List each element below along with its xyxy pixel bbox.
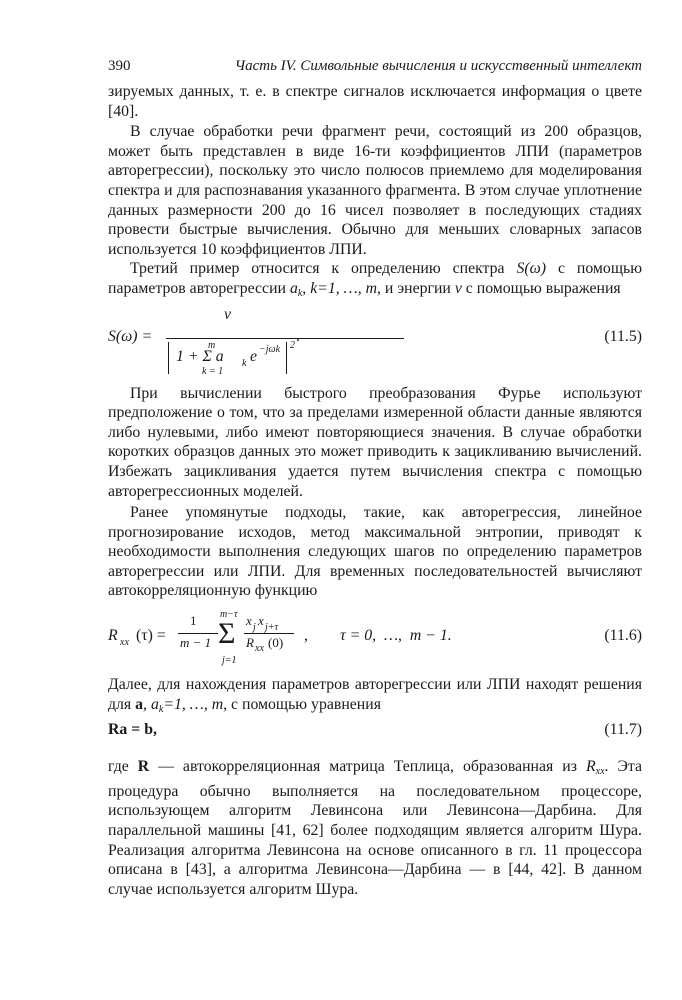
eq2-sum-top: m−τ bbox=[220, 609, 238, 621]
eq2-den-sub: xx bbox=[255, 643, 264, 655]
equation-11-6 bbox=[108, 605, 642, 675]
p7-text-c: . Эта процедура обычно выполняется на последовательном процессоре, использующем алгоритм Левинсона или Левинсона—Дарбина. Для параллельной машины [41, 62] более подходящим является алгоритм Шура. Реализация алгоритма Левинсона на основе описанного в гл. 11 процессора описана в [43], а алгоритма Левинсона—Дарбина — в [44, 42]. В данном случае используется алгоритм Шура. bbox=[108, 758, 642, 898]
eq1-sum-bottom: k = 1 bbox=[202, 365, 224, 377]
math-v: v bbox=[454, 279, 462, 297]
eq3-text: Ra = b, bbox=[108, 721, 157, 739]
eq1-abs-left bbox=[168, 342, 169, 374]
eq2-coef-num: 1 bbox=[190, 613, 197, 629]
paragraph-3 bbox=[108, 259, 642, 303]
math-ak-range: a bbox=[150, 695, 159, 713]
eq2-den: R bbox=[246, 635, 254, 651]
p6-text-a: Далее, для нахождения параметров авторегрессии или ЛПИ находят решения для bbox=[108, 676, 642, 713]
eq2-lhs-sub: xx bbox=[120, 637, 129, 649]
eq1-abs-right bbox=[286, 342, 287, 374]
eq1-tail: . bbox=[296, 327, 300, 345]
eq2-coef-den: m − 1 bbox=[180, 635, 212, 651]
math-ak-range-rest: =1, …, m bbox=[163, 695, 224, 713]
eq2-number: (11.6) bbox=[604, 627, 642, 645]
eq1-lhs: S(ω) = bbox=[108, 327, 153, 345]
p3-text-d: , и энергии bbox=[377, 279, 455, 297]
math-bold-R: R bbox=[137, 758, 150, 776]
eq2-main-line bbox=[244, 633, 294, 634]
eq1-sum-top: m bbox=[208, 339, 216, 351]
p6-text-c: , с помощью уравнения bbox=[223, 695, 381, 713]
eq2-comma: , bbox=[304, 627, 308, 645]
paragraph-5: Ранее упомянутые подходы, такие, как авторегрессия, линейное прогнозирование исходов, метод максимальной энтропии, приводят к необходимости выполнения следующих шагов по определению параметров авторегрессии или ЛПИ. Для временных последовательностей вычисляют автокорреляционную функцию bbox=[108, 504, 642, 600]
eq2-num-sub1: j bbox=[253, 622, 256, 634]
eq2-condition: τ = 0, …, m − 1. bbox=[340, 627, 452, 645]
math-a-k: a bbox=[289, 279, 298, 297]
equation-11-7 bbox=[108, 719, 642, 751]
paragraph-2: В случае обработки речи фрагмент речи, состоящий из 200 образцов, может быть представлен в виде 16-ти коэффициентов ЛПИ (параметров авторегрессии), поскольку это число полюсов приемлемо для моделирования спектра и для распознавания указанного фрагмента. В этом случае уплотнение данных размерности 200 до 16 чисел позволяет в последующих стадиях провести быстрые вычисления. Обычно для меньших словарных запасов используется 10 коэффициентов ЛПИ. bbox=[108, 123, 642, 258]
p3-text-e: с помощью выражения bbox=[461, 279, 621, 297]
p6-text-b: , bbox=[143, 695, 151, 713]
eq1-term-sub: k bbox=[242, 357, 247, 369]
math-ak-range-sub: k bbox=[158, 703, 164, 715]
p3-text-c: , bbox=[302, 279, 311, 297]
paragraph-7 bbox=[108, 757, 642, 899]
eq2-coef-line bbox=[178, 633, 218, 634]
eq1-term-exp: e bbox=[250, 347, 258, 365]
p3-text-a: Третий пример относится к определению спектра bbox=[130, 260, 517, 278]
eq1-term-sup: −jωk bbox=[259, 343, 281, 355]
paragraph-6 bbox=[108, 675, 642, 719]
eq2-num-x1: x bbox=[246, 613, 252, 629]
eq1-power: 2 bbox=[290, 339, 295, 351]
page-number: 390 bbox=[108, 58, 131, 74]
eq1-denominator: 1 + Σ a bbox=[176, 347, 224, 365]
math-k-range: k=1, …, m bbox=[310, 279, 378, 297]
eq2-sum-bottom: j=1 bbox=[222, 655, 237, 667]
running-title: Часть IV. Символьные вычисления и искусственный интеллект bbox=[234, 58, 642, 74]
eq2-num-sub2: j+τ bbox=[265, 622, 279, 634]
math-a-k-sub: k bbox=[297, 287, 303, 299]
eq2-sigma: Σ bbox=[218, 617, 236, 651]
eq2-den-arg: (0) bbox=[268, 635, 284, 651]
math-R-xx: R bbox=[585, 758, 596, 776]
eq1-numerator: v bbox=[224, 305, 232, 323]
p7-text-a: где bbox=[108, 758, 138, 776]
paragraph-4: При вычислении быстрого преобразования Фурье используют предположение о том, что за пределами измеренной области данные являются либо нулевыми, либо имеют повторяющиеся значения. В случае обработки коротких образцов данных это может приводить к зацикливанию вычислений. Избежать зацикливания удается путем вычисления спектра с помощью авторегрессионных моделей. bbox=[108, 384, 642, 500]
document-page bbox=[108, 58, 642, 899]
math-R-xx-sub: xx bbox=[595, 766, 605, 778]
eq2-num-x2: x bbox=[258, 613, 264, 629]
equation-11-5 bbox=[108, 304, 642, 378]
paragraph-1: зируемых данных, т. е. в спектре сигналов исключается информация о цвете [40]. bbox=[108, 83, 642, 120]
eq2-lhs: R bbox=[108, 627, 118, 645]
math-s-omega: S(ω) bbox=[516, 260, 547, 278]
p7-text-b: — автокорреляционная матрица Теплица, образованная из bbox=[149, 758, 586, 776]
page-header bbox=[108, 58, 642, 82]
eq1-fraction-line bbox=[166, 338, 404, 339]
eq1-number: (11.5) bbox=[604, 327, 642, 345]
eq3-number: (11.7) bbox=[604, 721, 642, 739]
eq2-lhs-arg: (τ) = bbox=[136, 627, 166, 645]
math-bold-a: a bbox=[135, 695, 144, 713]
p3-text-b: с помощью параметров авторегрессии bbox=[108, 260, 642, 297]
